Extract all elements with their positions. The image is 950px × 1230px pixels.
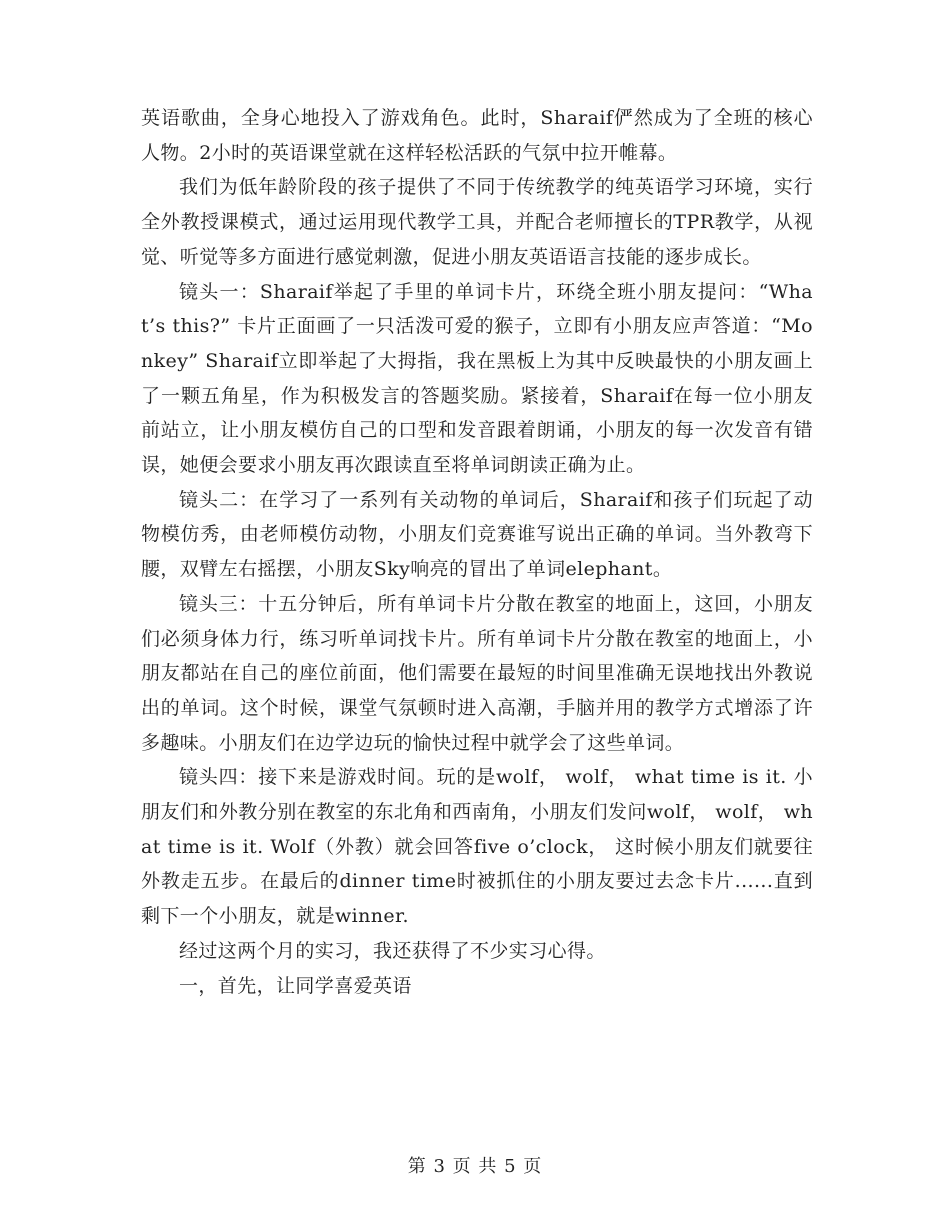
page-footer: 第 3 页 共 5 页 xyxy=(407,1156,543,1177)
paragraph-scene-three: 镜头三：十五分钟后，所有单词卡片分散在教室的地面上，这回，小朋友们必须身体力行，练习听单词找卡片。所有单词卡片分散在教室的地面上，小朋友都站在自己的座位前面，他们需要在最短的时间里准确无误地找出外教说出的单词。这个时候，课堂气氛顿时进入高潮，手脑并用的教学方式增添了许多趣味。小朋友们在边学边玩的愉快过程中就学会了这些单词。 xyxy=(141,592,813,754)
paragraph-scene-one: 镜头一：Sharaif举起了手里的单词卡片，环绕全班小朋友提问：“What’s this?” 卡片正面画了一只活泼可爱的猴子，立即有小朋友应声答道：“Monkey” Sharaif立即举起了大拇指，我在黑板上为其中反映最快的小朋友画上了一颗五角星，作为积极发言的答题奖励。紧接着，Sharaif在每一位小朋友前站立，让小朋友模仿自己的口型和发音跟着朗诵，小朋友的每一次发音有错误，她便会要求小朋友再次跟读直至将单词朗读正确为止。 xyxy=(141,280,813,477)
paragraph-continued: 英语歌曲，全身心地投入了游戏角色。此时，Sharaif俨然成为了全班的核心人物。2小时的英语课堂就在这样轻松活跃的气氛中拉开帷幕。 xyxy=(141,107,813,164)
paragraph-scene-two: 镜头二：在学习了一系列有关动物的单词后，Sharaif和孩子们玩起了动物模仿秀，由老师模仿动物，小朋友们竞赛谁写说出正确的单词。当外教弯下腰，双臂左右摇摆，小朋友Sky响亮的冒出了单词elephant。 xyxy=(141,488,813,581)
paragraph-internship-summary: 经过这两个月的实习，我还获得了不少实习心得。 xyxy=(179,939,606,962)
document-body xyxy=(141,101,813,1003)
paragraph-scene-four: 镜头四：接下来是游戏时间。玩的是wolf， wolf， what time is it. 小朋友们和外教分别在教室的东北角和西南角，小朋友们发问wolf， wolf， what time is it. Wolf（外教）就会回答five o’clock， 这时候小朋友们就要往外教走五步。在最后的dinner time时被抓住的小朋友要过去念卡片......直到剩下一个小朋友，就是winner. xyxy=(141,766,813,928)
paragraph-heading-first-point: 一，首先，让同学喜爱英语 xyxy=(179,974,412,997)
paragraph-teaching-environment: 我们为低年龄阶段的孩子提供了不同于传统教学的纯英语学习环境，实行全外教授课模式，通过运用现代教学工具，并配合老师擅长的TPR教学，从视觉、听觉等多方面进行感觉刺激，促进小朋友英语语言技能的逐步成长。 xyxy=(141,176,813,268)
